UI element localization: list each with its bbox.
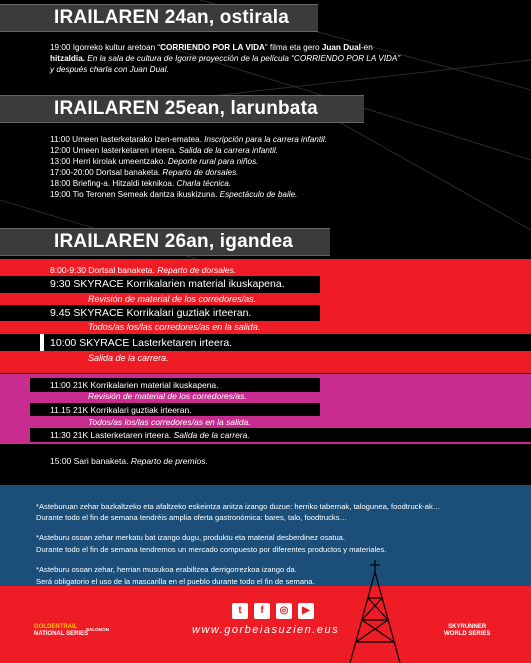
event-line [50, 42, 400, 53]
day-title: IRAILAREN 26an, igandea [54, 231, 293, 252]
event-text: hitzaldia. [50, 54, 86, 63]
salomon-logo: SALOMON [86, 627, 109, 632]
event-translation: Todos/as los/las corredores/as en la salida. [88, 322, 261, 332]
event-line: 12:00 Umeen lasterketaren irteera. Salida de la carrera infantil. [50, 146, 279, 155]
event-line: 18:00 Briefing-a. Hitzaldi teknikoa. Charla técnica. [50, 179, 232, 188]
youtube-icon[interactable]: ▶ [298, 603, 314, 619]
event-translation: Salida de la carrera. [88, 353, 169, 363]
event-line: 15:00 Sari banaketa. Reparto de premios. [50, 456, 208, 466]
film-title: CORRIENDO POR LA VIDA [160, 43, 265, 52]
day-title: IRAILAREN 24an, ostirala [54, 7, 289, 28]
event-line: 8:00-9:30 Dortsal banaketa. Reparto de dorsales. [50, 265, 237, 275]
event-text: -en [360, 43, 373, 52]
event-translation: Revisión de material de los corredores/as. [88, 391, 247, 401]
event-line [50, 53, 400, 64]
goldentrail-logo: GOLDENTRAIL NATIONAL SERIES [34, 624, 89, 637]
event-line: 19:00 Tio Teronen Semeak dantza ikuskizuna. Espectáculo de baile. [50, 190, 298, 199]
note-line: *Asteburu osoan zehar, herrian musukoa erabiltzea derrigorrezkoa izango da. [36, 565, 297, 574]
speaker-name: Juan Dual [321, 43, 361, 52]
event-line: 13:00 Herri kirolak umeentzako. Deporte rural para niños. [50, 157, 259, 166]
day-title: IRAILAREN 25ean, larunbata [54, 98, 318, 119]
note-line: Durante todo el fin de semana tendremos un mercado compuesto por diferentes productos y materiales. [36, 545, 387, 554]
event-line: 11:00 Umeen lasterketarako izen-ematea. Inscripción para la carrera infantil. [50, 135, 328, 144]
event-line: 9.45 SKYRACE Korrikalari guztiak irteeran. [50, 307, 252, 319]
event-translation: y después charla con Juan Dual. [50, 65, 169, 74]
event-translation: Todos/as los/las corredores/as en la salida. [88, 417, 251, 427]
twitter-icon[interactable]: t [232, 603, 248, 619]
event-line: 17:00-20:00 Dortsal banaketa. Reparto de dorsales. [50, 168, 239, 177]
event-line: 10:00 SKYRACE Lasterketaren irteera. [50, 337, 233, 349]
note-line: Durante todo el fin de semana tendréis amplia oferta gastronómica: bares, talo, foodtrucks… [36, 513, 348, 522]
event-translation: En la sala de cultura de Igorre proyección de la película “CORRIENDO POR LA VIDA” [85, 54, 401, 63]
event-text: 19:00 Igorreko kultur aretoan “ [50, 43, 161, 52]
event-line: 11.15 21K Korrikalari guztiak irteeran. [50, 405, 192, 415]
day-header-sunday [0, 228, 330, 256]
instagram-icon[interactable]: ◎ [276, 603, 292, 619]
saturday-events [50, 134, 327, 200]
website-link[interactable]: www.gorbeiasuzien.eus [192, 624, 340, 636]
facebook-icon[interactable]: f [254, 603, 270, 619]
stripe-white [40, 334, 44, 351]
day-header-saturday [0, 95, 364, 123]
note-line: *Asteburuan zehar bazkaltzeko eta afaltzeko eskeintza anitza izango duzue: herriko tabernak, talogunea, foodtruck-ak… [36, 502, 441, 511]
event-line: 9:30 SKYRACE Korrikalarien material ikuskapena. [50, 278, 285, 290]
day-header-friday [0, 4, 318, 32]
event-line: 11:30 21K Lasterketaren irteera. Salida de la carrera. [50, 430, 250, 440]
friday-events [50, 42, 400, 75]
event-text: ” filma eta gero [264, 43, 322, 52]
note-line: *Asteburu osoan zehar merkatu bat izango dugu, produktu eta material desberdinez osatua. [36, 533, 346, 542]
skyrunner-logo: SKYRUNNER WORLD SERIES [444, 624, 491, 637]
event-line: 11:00 21K Korrikalarien material ikuskapena. [50, 380, 219, 390]
cross-tower-icon [330, 560, 420, 663]
event-translation: Revisión de material de los corredores/as. [88, 294, 257, 304]
note-line: Será obligatorio el uso de la mascarilla en el pueblo durante todo el fin de semana. [36, 577, 315, 586]
